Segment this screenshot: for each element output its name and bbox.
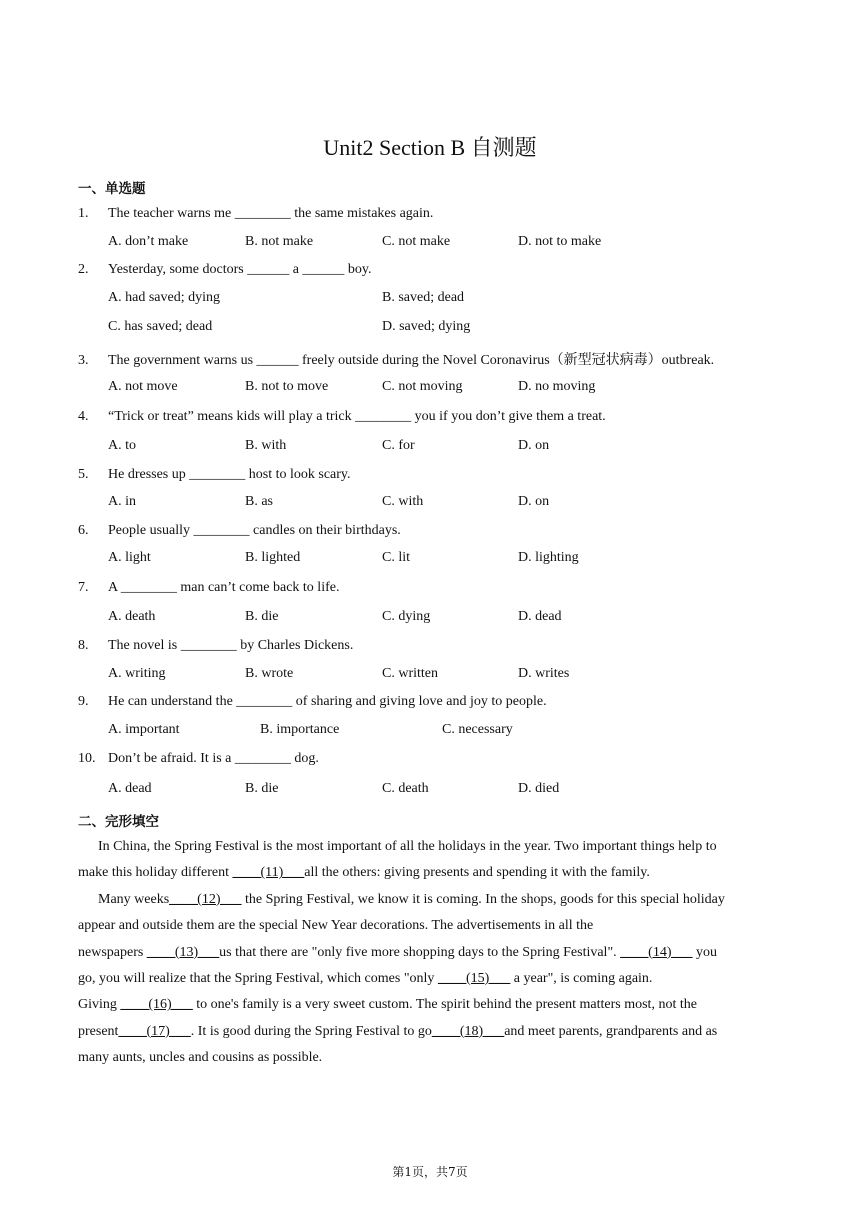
question-number: 5. xyxy=(78,467,89,482)
blank-12: ____(12)___ xyxy=(169,891,242,907)
question-text: The novel is ________ by Charles Dickens. xyxy=(108,638,354,653)
cloze-text: you xyxy=(692,944,717,960)
blank-18: ____(18)___ xyxy=(431,1023,505,1039)
cloze-line xyxy=(78,913,778,939)
option-c[interactable]: C. lit xyxy=(382,550,411,565)
section-heading-single-choice: 一、单选题 xyxy=(78,181,146,197)
option-b[interactable]: B. lighted xyxy=(245,550,301,565)
question-10 xyxy=(78,751,319,767)
blank-15: ____(15)___ xyxy=(437,971,511,987)
cloze-text: newspapers xyxy=(78,944,147,960)
cloze-passage xyxy=(78,834,778,1072)
cloze-text: and meet parents, grandparents and as xyxy=(504,1023,718,1039)
blank-13: ____(13)___ xyxy=(146,944,220,960)
option-b[interactable]: B. wrote xyxy=(245,666,294,681)
blank-17: ____(17)___ xyxy=(118,1023,191,1039)
page-footer: 第1页，共7页 xyxy=(392,1165,468,1179)
cloze-line xyxy=(78,860,778,886)
option-b[interactable]: B. die xyxy=(245,781,279,796)
question-9 xyxy=(78,694,547,710)
option-d[interactable]: D. writes xyxy=(518,666,570,681)
cloze-text: . It is good during the Spring Festival to go xyxy=(190,1023,432,1039)
cloze-line xyxy=(78,1019,778,1045)
question-3 xyxy=(78,349,714,369)
question-text: “Trick or treat” means kids will play a trick ________ you if you don’t give them a treat. xyxy=(108,409,606,424)
option-a[interactable]: A. not move xyxy=(108,379,178,394)
cloze-line xyxy=(78,992,778,1018)
option-c[interactable]: C. not moving xyxy=(382,379,463,394)
cloze-text: go, you will realize that the Spring Festival, which comes "only xyxy=(78,971,438,987)
option-b[interactable]: B. not to move xyxy=(245,379,329,394)
question-text: The government warns us ______ freely outside during the Novel Coronavirus（新型冠状病毒）outbreak. xyxy=(108,353,715,368)
option-a[interactable]: A. important xyxy=(108,722,180,737)
blank-11: ____(11)___ xyxy=(232,865,305,881)
option-b[interactable]: B. importance xyxy=(260,722,340,737)
option-b[interactable]: B. not make xyxy=(245,234,314,249)
cloze-text: all the others: giving presents and spending it with the family. xyxy=(304,865,650,881)
question-5 xyxy=(78,467,351,483)
option-b[interactable]: B. as xyxy=(245,494,273,509)
option-b[interactable]: B. with xyxy=(245,438,287,453)
option-c[interactable]: C. has saved; dead xyxy=(108,319,213,334)
question-number: 4. xyxy=(78,409,89,424)
question-number: 7. xyxy=(78,580,89,595)
cloze-line xyxy=(78,940,778,966)
option-c[interactable]: C. dying xyxy=(382,609,431,624)
option-c[interactable]: C. with xyxy=(382,494,424,509)
option-d[interactable]: D. on xyxy=(518,494,550,509)
option-c[interactable]: C. written xyxy=(382,666,438,681)
question-text: A ________ man can’t come back to life. xyxy=(108,580,340,595)
question-number: 8. xyxy=(78,638,89,653)
option-a[interactable]: A. death xyxy=(108,609,156,624)
page-title: Unit2 Section B 自测题 xyxy=(323,135,537,160)
cloze-line xyxy=(78,834,778,860)
option-c[interactable]: C. not make xyxy=(382,234,451,249)
question-number: 3. xyxy=(78,353,89,368)
option-b[interactable]: B. die xyxy=(245,609,279,624)
question-number: 9. xyxy=(78,694,89,709)
blank-16: ____(16)___ xyxy=(120,997,193,1013)
question-text: Yesterday, some doctors ______ a ______ boy. xyxy=(108,262,372,277)
option-a[interactable]: A. dead xyxy=(108,781,152,796)
question-number: 1. xyxy=(78,206,89,221)
cloze-text: Giving xyxy=(78,997,121,1013)
question-2 xyxy=(78,262,372,278)
cloze-line xyxy=(78,1045,778,1071)
option-d[interactable]: D. no moving xyxy=(518,379,596,394)
option-a[interactable]: A. had saved; dying xyxy=(108,290,220,305)
question-7 xyxy=(78,580,339,596)
cloze-text: many aunts, uncles and cousins as possible. xyxy=(78,1050,323,1066)
option-a[interactable]: A. writing xyxy=(108,666,166,681)
cloze-text: a year", is coming again. xyxy=(510,971,653,987)
question-text: Don’t be afraid. It is a ________ dog. xyxy=(108,751,319,766)
cloze-text: appear and outside them are the special New Year decorations. The advertisements in all the xyxy=(78,918,594,934)
cloze-line xyxy=(78,887,778,913)
option-a[interactable]: A. don’t make xyxy=(108,234,189,249)
question-text: The teacher warns me ________ the same mistakes again. xyxy=(108,206,434,221)
cloze-text: In China, the Spring Festival is the most important of all the holidays in the year. Two important things help to xyxy=(98,839,717,854)
cloze-text: us that there are "only five more shopping days to the Spring Festival". xyxy=(219,944,621,960)
option-a[interactable]: A. to xyxy=(108,438,136,453)
option-d[interactable]: D. not to make xyxy=(518,234,602,249)
question-text: People usually ________ candles on their birthdays. xyxy=(108,523,401,538)
option-d[interactable]: D. died xyxy=(518,781,560,796)
cloze-text: present xyxy=(78,1023,119,1039)
option-d[interactable]: D. saved; dying xyxy=(382,319,471,334)
blank-14: ____(14)___ xyxy=(620,944,693,960)
cloze-text: the Spring Festival, we know it is coming. In the shops, goods for this special holiday xyxy=(241,891,725,907)
option-d[interactable]: D. on xyxy=(518,438,550,453)
question-text: He can understand the ________ of sharing and giving love and joy to people. xyxy=(108,694,547,709)
cloze-text: to one's family is a very sweet custom. The spirit behind the present matters most, not the xyxy=(192,997,697,1013)
cloze-line xyxy=(78,966,778,992)
option-c[interactable]: C. necessary xyxy=(442,722,513,737)
cloze-text: Many weeks xyxy=(98,891,170,907)
question-4 xyxy=(78,409,606,425)
option-d[interactable]: D. lighting xyxy=(518,550,579,565)
option-a[interactable]: A. light xyxy=(108,550,151,565)
option-a[interactable]: A. in xyxy=(108,494,136,509)
question-number: 2. xyxy=(78,262,89,277)
section-heading-cloze: 二、完形填空 xyxy=(78,814,159,830)
option-c[interactable]: C. for xyxy=(382,438,415,453)
question-6 xyxy=(78,523,401,539)
option-c[interactable]: C. death xyxy=(382,781,429,796)
question-number: 10. xyxy=(78,751,96,766)
question-8 xyxy=(78,638,353,654)
option-d[interactable]: D. dead xyxy=(518,609,562,624)
question-number: 6. xyxy=(78,523,89,538)
option-b[interactable]: B. saved; dead xyxy=(382,290,465,305)
cloze-text: make this holiday different xyxy=(78,865,233,881)
question-1 xyxy=(78,206,433,222)
question-text: He dresses up ________ host to look scary. xyxy=(108,467,351,482)
